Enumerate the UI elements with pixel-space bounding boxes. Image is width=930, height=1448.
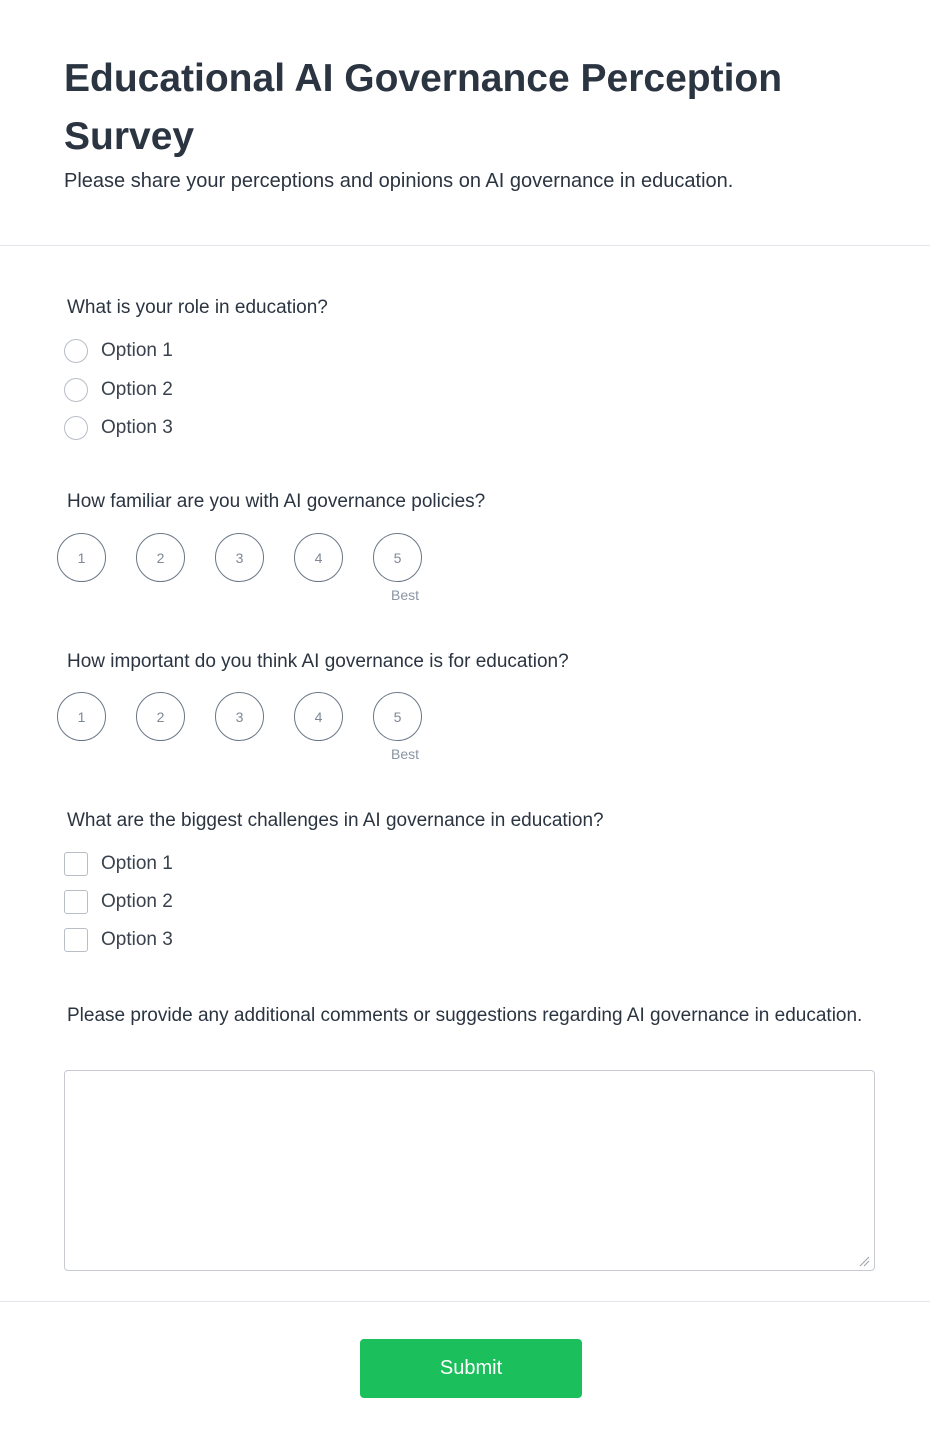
rating-button-1[interactable]: 1	[57, 533, 106, 582]
resize-handle-icon[interactable]	[858, 1255, 870, 1267]
submit-button[interactable]: Submit	[360, 1339, 582, 1398]
rating-button-5[interactable]: 5	[373, 692, 422, 741]
footer-divider	[0, 1301, 930, 1302]
page-subtitle: Please share your perceptions and opinions on AI governance in education.	[64, 170, 734, 192]
checkbox-option-row[interactable]	[64, 927, 173, 953]
rating-button-4[interactable]: 4	[294, 533, 343, 582]
rating-scale-importance	[57, 692, 452, 742]
checkbox-option-label: Option 1	[101, 853, 173, 874]
radio-option-label: Option 2	[101, 379, 173, 400]
comments-textarea[interactable]	[64, 1070, 875, 1271]
checkbox-option-label: Option 2	[101, 891, 173, 912]
checkbox-option-row[interactable]	[64, 851, 173, 877]
radio-option-label: Option 3	[101, 417, 173, 438]
survey-header	[0, 0, 930, 246]
rating-button-1[interactable]: 1	[57, 692, 106, 741]
checkbox[interactable]	[64, 852, 88, 876]
rating-best-label: Best	[391, 746, 420, 762]
radio-option-label: Option 1	[101, 340, 173, 361]
rating-scale-familiarity	[57, 533, 452, 583]
radio-button[interactable]	[64, 339, 88, 363]
rating-button-3[interactable]: 3	[215, 533, 264, 582]
rating-best-label: Best	[391, 587, 420, 603]
rating-button-4[interactable]: 4	[294, 692, 343, 741]
checkbox[interactable]	[64, 890, 88, 914]
radio-button[interactable]	[64, 416, 88, 440]
question-familiarity: How familiar are you with AI governance policies?	[67, 491, 486, 512]
checkbox-option-label: Option 3	[101, 929, 173, 950]
checkbox-option-row[interactable]	[64, 889, 173, 915]
rating-button-2[interactable]: 2	[136, 533, 185, 582]
question-role: What is your role in education?	[67, 297, 328, 318]
question-comments: Please provide any additional comments or suggestions regarding AI governance in education.	[67, 1005, 863, 1026]
radio-button[interactable]	[64, 378, 88, 402]
radio-option-row[interactable]	[64, 415, 173, 441]
question-importance: How important do you think AI governance is for education?	[67, 651, 569, 672]
question-challenges: What are the biggest challenges in AI governance in education?	[67, 810, 604, 831]
page-title: Educational AI Governance Perception Survey	[64, 57, 783, 158]
radio-option-row[interactable]	[64, 377, 173, 403]
rating-button-2[interactable]: 2	[136, 692, 185, 741]
radio-option-row[interactable]	[64, 338, 173, 364]
rating-button-5[interactable]: 5	[373, 533, 422, 582]
rating-button-3[interactable]: 3	[215, 692, 264, 741]
checkbox[interactable]	[64, 928, 88, 952]
